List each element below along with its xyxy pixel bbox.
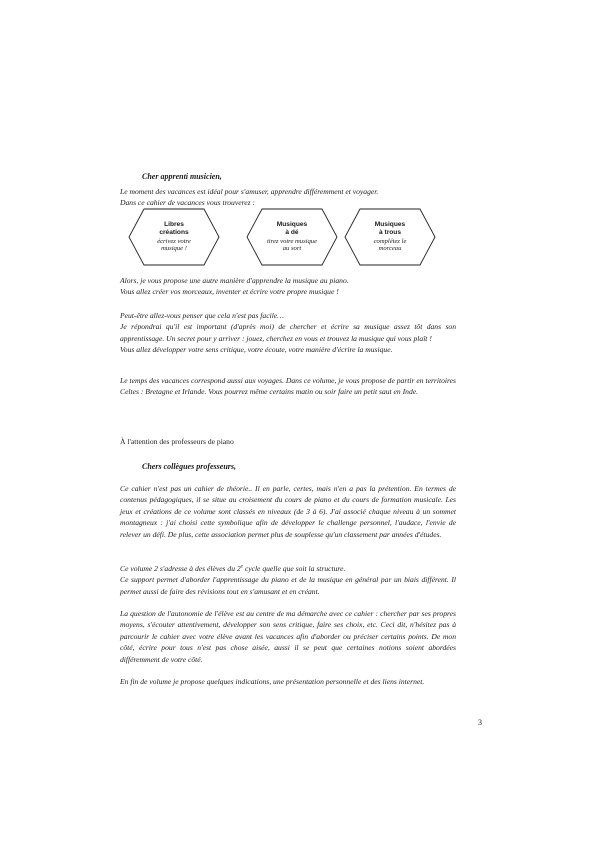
- paragraph-line: [120, 563, 456, 574]
- paragraph-text: Le temps des vacances correspond aussi aux voyages. Dans ce volume, je vous propose de partir en territoires Celtes : Bretagne et Irlande. Vous pourrez même certains matin ou soir faire un petit saut en Inde.: [120, 376, 456, 397]
- teachers-greeting: Chers collègues professeurs,: [142, 462, 237, 471]
- student-paragraph-1: [120, 275, 456, 298]
- paragraph-text: En fin de volume je propose quelques indications, une présentation personnelle et des liens internet.: [120, 677, 425, 686]
- para2-sup: e: [240, 564, 243, 570]
- hexagon-title: Libres créations: [159, 221, 189, 236]
- student-paragraph-3: [120, 375, 456, 398]
- paragraph-line: Vous allez créer vos morceaux, inventer et écrire votre propre musique !: [120, 287, 339, 297]
- hexagon-musiques-a-de: [246, 208, 338, 266]
- teachers-paragraph-1: [120, 483, 456, 540]
- intro-line: Le moment des vacances est idéal pour s'amuser, apprendre différemment et voyager.: [120, 187, 379, 196]
- paragraph-line: Alors, je vous propose une autre manière d'apprendre la musique au piano.: [120, 276, 349, 285]
- hexagon-subtitle: tirez votre musique au sort: [266, 237, 318, 253]
- para2-pre: Ce volume 2 s'adresse à des élèves du 2: [120, 564, 241, 573]
- paragraph-text: Ce cahier n'est pas un cahier de théorie.. Il en parle, certes, mais n'en a pas la prétention. En termes de contenus pédagogiques, il se situe au croisement du cours de piano et du cours de formation musicale. Les jeux et créations de ce volume sont classés en niveaux (de 3 à 6). J'ai associé chaque niveau à un sommet montagneux : j'ai choisi cette symbolique afin de développer le challenge personnel, l'audace, l'envie de relever un défi. De plus, cette association permet plus de souplesse qu'un classement par années d'études.: [120, 484, 456, 539]
- teachers-paragraph-2: [120, 563, 456, 597]
- paragraph-line: Je répondrai qu'il est important (d'après moi) de chercher et écrire sa musique assez tôt dans son apprentissage. Un secret pour y arriver : jouez, cherchez en vous et trouvez la musique qui vous plaît !: [120, 322, 456, 343]
- hexagon-musiques-a-trous: [344, 208, 436, 266]
- hexagon-subtitle: écrivez votre musique !: [157, 237, 191, 253]
- paragraph-line: Peut-être allez-vous penser que cela n'est pas facile…: [120, 311, 284, 320]
- paragraph-line: Vous allez développer votre sens critique, votre écoute, votre manière d'écrire la musique.: [120, 345, 393, 355]
- student-intro: [120, 186, 456, 209]
- hexagon-libres-creations: [128, 208, 220, 266]
- student-greeting: Cher apprenti musicien,: [142, 172, 222, 181]
- para2-post: cycle quelle que soit la structure.: [242, 564, 346, 573]
- hexagon-title: Musiques à trous: [374, 221, 406, 236]
- paragraph-line: Ce support permet d'aborder l'apprentissage du piano et de la musique en général par un biais différent. Il permet aussi de faire des révisions tout en s'amusant et en créant.: [120, 575, 456, 596]
- page-number: 3: [478, 718, 482, 727]
- student-paragraph-2: [120, 310, 456, 356]
- hexagon-subtitle: complétez le morceau: [373, 237, 407, 253]
- teachers-paragraph-4: [120, 676, 456, 687]
- teachers-paragraph-3: [120, 608, 456, 665]
- teachers-attention-line: À l'attention des professeurs de piano: [120, 437, 234, 446]
- hexagon-title: Musiques à dé: [276, 221, 308, 236]
- intro-line: Dans ce cahier de vacances vous trouverez :: [120, 198, 256, 208]
- paragraph-text: La question de l'autonomie de l'élève est au centre de ma démarche avec ce cahier : chercher par ses propres moyens, s'écouter attentivement, développer son sens critique, faire ses choix, etc. Ceci dit, n'hésitez pas à parcourir le cahier avec votre élève avant les vacances afin d'aborder ou préciser certains points. De mon côté, écrire pour tous n'est pas chose aisée, aussi il se peut que certaines notions soient abordées différemment de votre côté.: [120, 609, 456, 664]
